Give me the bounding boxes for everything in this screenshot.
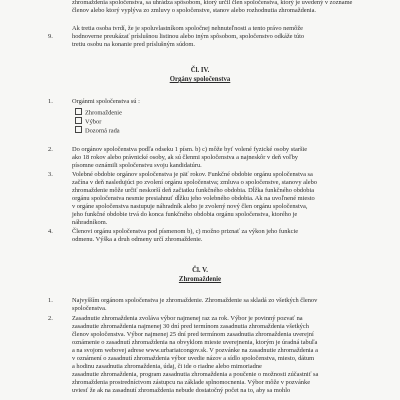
text-line: Orgánmi spoločenstva sú : [72,98,140,105]
text-line: zhromaždenie môže určiť neskorší deň začiatku funkčného obdobia. Dĺžka funkčného obdobia [72,187,315,194]
text-line: Volebné obdobie orgánov spoločenstva je päť rokov. Funkčné obdobie orgánu spoločenstva sa [72,171,313,178]
checkbox-icon [75,126,82,133]
text-line: a hodinu zasadnutia zhromaždenia, údaj, či ide o riadne alebo mimoriadne [72,363,262,370]
chapter-number: Čl. IV. [190,67,210,74]
chapter-number: Čl. V. [192,267,208,274]
item-number: 1. [48,297,53,304]
chapter-title: Orgány spoločenstva [169,76,231,83]
text-line: zhromaždenia prostredníctvom zástupcu na základe splnomocnenia. Výbor môže v pozvánke [72,379,311,386]
text-line: Ak tretia osoba tvrdí, že je spoluvlastníkom spoločnej nehnuteľnosti a tento právo nemôže [72,25,304,32]
text-line: zasadnutie zhromaždenia, program zasadnutia zhromaždenia a poučenie o možnosti zúčastniť sa [72,371,319,378]
chapter-title: Zhromaždenie [178,276,222,283]
item-number: 2. [48,146,53,153]
checkbox-icon [75,108,82,115]
item-number: 2. [48,315,53,322]
text-line: jeho funkčné obdobie trvá do konca funkčného obdobia orgánu spoločenstva, ktorého je [72,211,298,218]
text-line: členov spoločenstva. Výbor najmenej 25 dní pred termínom zasadnutia zhromaždenia uverejní [72,331,314,338]
text-line: tretiu osobu na konanie pred príslušným súdom. [72,41,196,48]
text-line: začína v deň nasledujúci po zvolení orgánu spoločenstva; zmluva o spoločenstve, stanovy alebo [72,179,317,186]
text-line: Zasadnutie zhromaždenia zvoláva výbor najmenej raz za rok. Výbor je povinný pozvať na [72,315,303,322]
text-line: hodnoverne preukázať príslušnou listinou alebo iným spôsobom, spoločenstvo odkáže túto [72,33,305,40]
item-number: 9. [48,33,53,40]
text-line: zasadnutie zhromaždenia najmenej 30 dní pred termínom zasadnutia zhromaždenia všetkých [72,323,309,330]
item-number: 4. [48,228,53,235]
text-line: v oznámení o zasadnutí zhromaždenia výbor uvedie názov a sídlo spoločenstva, miesto, dátum [72,355,315,362]
checkbox-icon [75,117,82,124]
text-line: Do orgánov spoločenstva podľa odseku 1 písm. b) c) môže byť volené fyzické osoby staršie [72,146,308,153]
text-line: členov alebo ktorý vyplýva zo zmluvy o spoločenstve, stanov alebo rozhodnutia zhromaždenia. [72,7,317,14]
text-line: zhromaždenia spoločenstva, sa uhrádza spôsobom, ktorý určil člen spoločenstva, ktorý je uvedený v zozname [72,0,353,6]
text-line: odmenu. Výška a druh odmeny určí zhromaždenie. [72,236,203,243]
text-line: a na svojom webovej adrese www.urbariatcongov.sk. V pozvánke na zasadnutie zhromaždenia a [72,347,318,354]
list-item: Výbor [75,117,101,127]
list-item: Zhromaždenie [75,108,122,118]
text-line: oznámenie o zasadnutí zhromaždenia na obvyklom mieste uverejnenia, ktorým je úradná tabuľa [72,339,318,346]
text-line: ako 18 rokov alebo právnické osoby, ak sú členmi spoločenstva a najneskôr v deň voľby [72,154,298,161]
text-line: uviesť že ak na zasadnutí zhromaždenia nebude dostatočný počet na to, aby sa mohlo [72,387,291,394]
text-line: v orgáne spoločenstva nastupuje náhradník alebo je zvolený nový člen orgánu spoločenstva, [72,203,308,210]
item-number: 3. [48,171,53,178]
text-line: Najvyšším orgánom spoločenstva je zhromaždenie. Zhromaždenie sa skladá zo všetkých členov [72,297,318,304]
list-item: Dozorná rada [75,126,120,136]
text-line: písomne oznámili spoločenstvu svoju kandidatúru. [72,162,202,169]
text-line: náhradníkom. [72,219,108,226]
text-line: Členovi orgánu spoločenstva pod písmenom b), c) možno priznať za výkon jeho funkcie [72,228,299,235]
text-line: orgánu spoločenstva nesmie presiahnuť dĺžku jeho volebného obdobia. Ak na uvoľnené miesto [72,195,315,202]
item-number: 1. [48,98,53,105]
text-line: spoločenstva. [72,305,107,312]
